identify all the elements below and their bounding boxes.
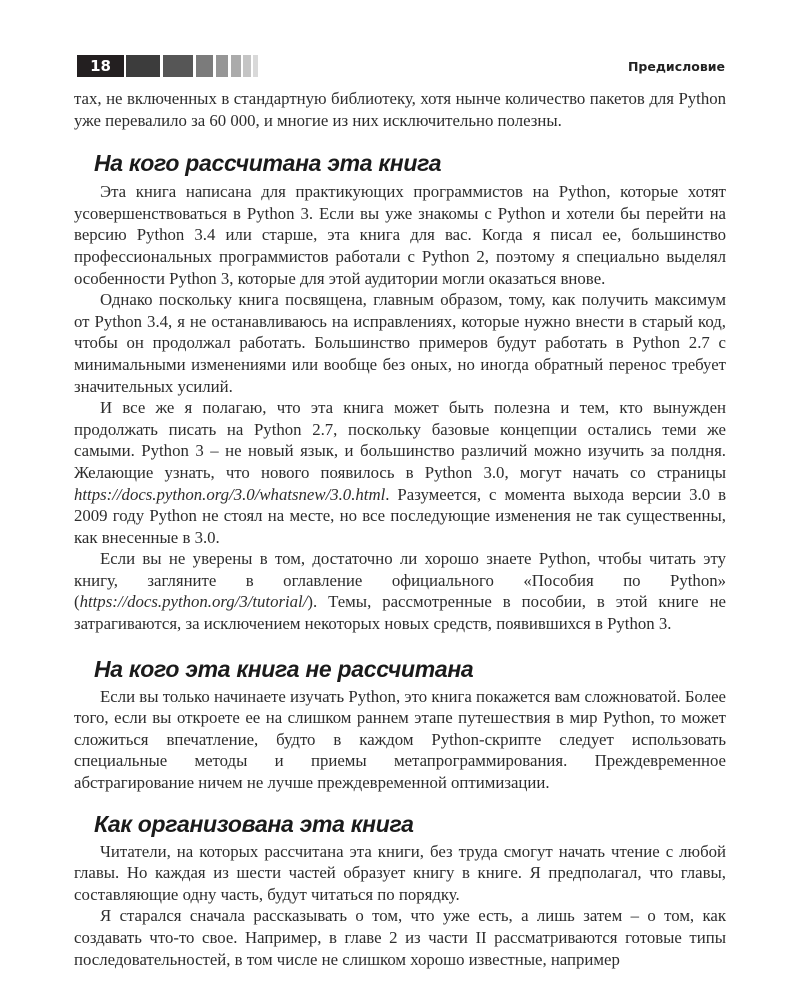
page-body	[74, 88, 726, 970]
page-number: 18	[77, 55, 124, 77]
section-heading-audience: На кого рассчитана эта книга	[94, 150, 442, 177]
section-heading-not-audience: На кого эта книга не рассчитана	[94, 655, 474, 682]
page-header	[77, 55, 727, 79]
section-heading-organization: Как организована эта книга	[94, 810, 414, 837]
paragraph: Если вы только начинаете изучать Python, это книга покажется вам сложноватой. Более того, если вы откроете ее на слишком раннем этапе путешествия в мир Python, то может сложиться впечатление, будто в каждом Python-скрипте следует использовать специальные методы и приемы метапрограммирования. Преждевременное абстрагирование ничем не лучше преждевременной оптимизации.	[74, 686, 726, 793]
paragraph	[74, 397, 726, 548]
decor-block	[163, 55, 193, 77]
paragraph: Эта книга написана для практикующих программистов на Python, которые хотят усовершенствоваться в Python 3. Если вы уже знакомы с Python и хотели бы перейти на версию Python 3.4 или старше, эта книга для вас. Когда я писал ее, большинство профессиональных программистов работали с Python 2, поэтому я специально выделял особенности Python 3, которые для этой аудитории могли оказаться вновe.	[74, 182, 726, 288]
decor-block	[253, 55, 258, 77]
whatsnew-link[interactable]: https://docs.python.org/3.0/whatsnew/3.0.html	[74, 484, 386, 504]
paragraph-text: . Разумеется, с момента выхода версии 3.0 в 2009 году Python не стоял на месте, но все последующие изменения не так существенны, как внесенные в 3.0.	[74, 484, 726, 547]
paragraph-text: Если вы не уверены в том, достаточно ли хорошо знаете Python, чтобы читать эту книгу, загляните в оглавление официального «Пособия по Python» (	[74, 549, 726, 612]
decor-block	[231, 55, 241, 77]
running-head-title: Предисловие	[627, 59, 725, 74]
decor-block	[243, 55, 251, 77]
tutorial-link[interactable]: https://docs.python.org/3/tutorial/	[79, 592, 308, 612]
paragraph-text: И все же я полагаю, что эта книга может быть полезна и тем, кто вынужден продолжать писать на Python 2.7, поскольку базовые концепции остались теми же самыми. Python 3 – не новый язык, и большинство различий можно изучить за полдня. Желающие узнать, что нового появилось в Python 3.0, могут начать со страницы	[74, 398, 726, 482]
paragraph: Я старался сначала рассказывать о том, что уже есть, а лишь затем – о том, как создавать что-то свое. Например, в главе 2 из части II рассматриваются готовые типы последовательностей, в том числе не слишком хорошо известные, например	[74, 906, 726, 969]
intro-paragraph: тах, не включенных в стандартную библиотеку, хотя нынче количество пакетов для Python уже перевалило за 60 000, и многие из них исключительно полезны.	[74, 89, 726, 130]
decor-block	[196, 55, 213, 77]
paragraph	[74, 548, 726, 634]
paragraph-text: ). Темы, рассмотренные в пособии, в этой книге не затрагиваются, за исключением некоторых новых средств, появившихся в Python 3.	[74, 592, 726, 634]
decor-block	[216, 55, 228, 77]
paragraph: Однако поскольку книга посвящена, главным образом, тому, как получить максимум от Python 3.4, я не останавливаюсь на исправлениях, которые нужно внести в старый код, чтобы он продолжал работать. Большинство примеров будут работать в Python 2.7 с минимальными изменениями или вообще без оных, но иногда обратный перенос требует значительных усилий.	[74, 290, 726, 396]
decor-block	[126, 55, 160, 77]
paragraph: Читатели, на которых рассчитана эта книги, без труда смогут начать чтение с любой главы. Но каждая из шести частей образует книгу в книге. Я предполагал, что главы, составляющие одну часть, будут читаться по порядку.	[74, 841, 726, 904]
